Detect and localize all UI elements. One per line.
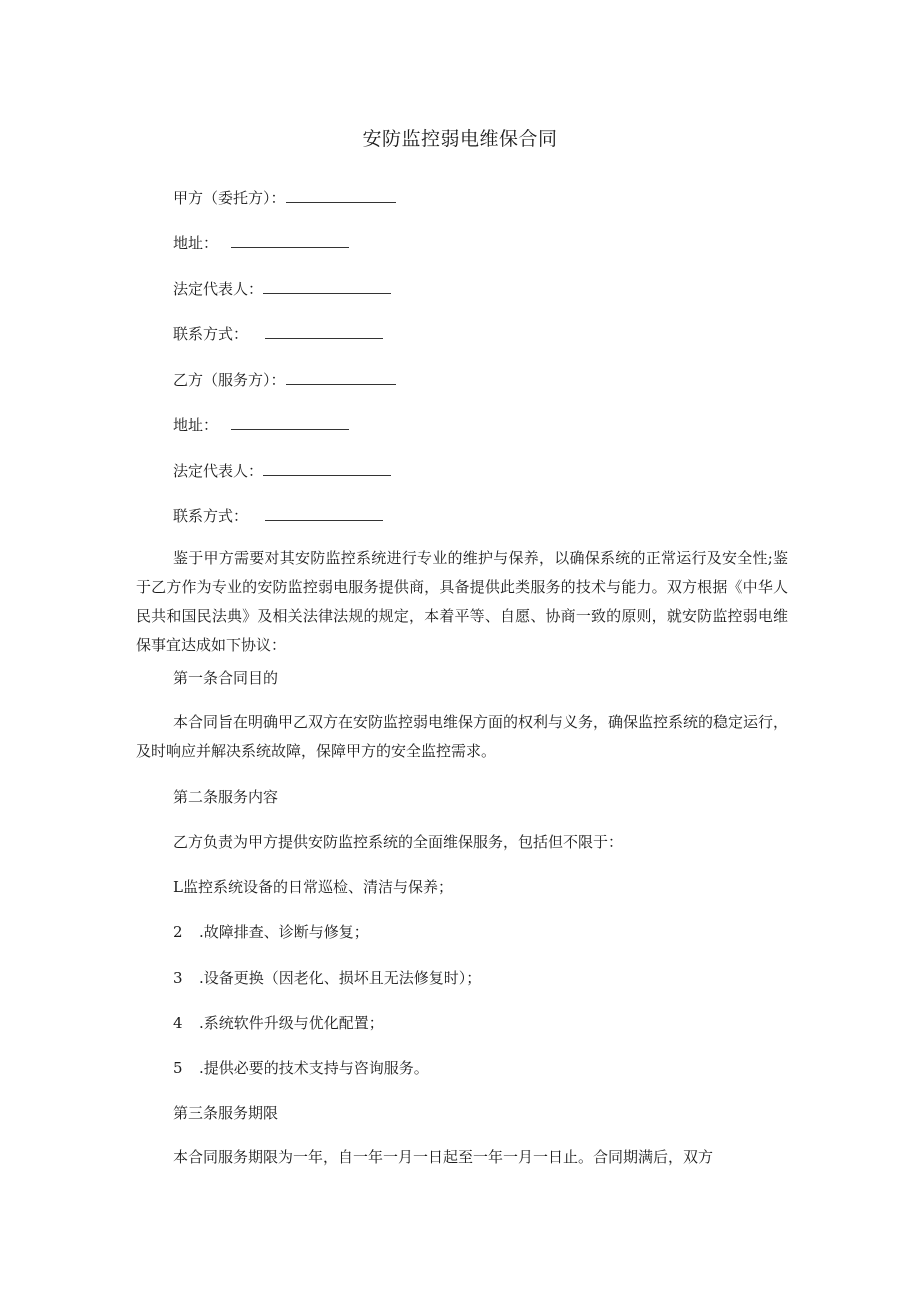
preamble-paragraph: 鉴于甲方需要对其安防监控系统进行专业的维护与保养，以确保系统的正常运行及安全性;鉴于乙方作为专业的安防监控弱电服务提供商，具备提供此类服务的技术与能力。双方根据《中华人民共和国民法典》及相关法律法规的规定，本着平等、自愿、协商一致的原则，就安防监控弱电维保事宜达成如下协议： — [136, 549, 788, 654]
party-b-contact-label: 联系方式： — [173, 507, 249, 525]
service-item-2 — [173, 921, 369, 943]
party-a-blank — [286, 188, 396, 203]
service-item-5-number: 5 — [173, 1059, 183, 1077]
party-a-contact-line — [173, 323, 383, 345]
service-item-2-text: .故障排查、诊断与修复； — [199, 923, 369, 941]
service-item-3 — [173, 967, 481, 989]
document-title: 安防监控弱电维保合同 — [362, 128, 558, 150]
party-a-address-label: 地址： — [173, 234, 219, 252]
party-a-rep-blank — [263, 279, 391, 294]
article3-heading: 第三条服务期限 — [173, 1104, 279, 1122]
party-a-label: 甲方（委托方）： — [173, 189, 286, 207]
party-b-rep-line — [173, 460, 391, 482]
party-b-blank — [286, 370, 396, 385]
party-a-address-blank — [231, 233, 349, 248]
article1-body: 本合同旨在明确甲乙双方在安防监控弱电维保方面的权利与义务，确保监控系统的稳定运行，及时响应并解决系统故障，保障甲方的安全监控需求。 — [136, 713, 789, 760]
party-a-rep-line — [173, 278, 391, 300]
party-b-address-label: 地址： — [173, 416, 219, 434]
party-a-contact-label: 联系方式： — [173, 325, 249, 343]
service-item-4 — [173, 1012, 384, 1034]
service-item-5-text: .提供必要的技术支持与咨询服务。 — [199, 1059, 429, 1077]
service-item-2-number: 2 — [173, 923, 183, 941]
article2-intro: 乙方负责为甲方提供安防监控系统的全面维保服务，包括但不限于： — [173, 833, 624, 851]
party-b-address-blank — [231, 415, 349, 430]
party-a-line — [173, 187, 396, 209]
party-b-rep-blank — [263, 461, 391, 476]
service-item-5 — [173, 1057, 429, 1079]
party-a-rep-label: 法定代表人： — [173, 280, 264, 298]
party-b-contact-line — [173, 505, 383, 527]
article2-heading: 第二条服务内容 — [173, 788, 279, 806]
party-b-contact-blank — [265, 506, 383, 521]
party-b-address-line — [173, 414, 349, 436]
service-item-4-number: 4 — [173, 1014, 183, 1032]
party-b-rep-label: 法定代表人： — [173, 462, 264, 480]
service-item-3-text: .设备更换（因老化、损坏且无法修复时）； — [199, 969, 482, 987]
party-a-address-line — [173, 232, 349, 254]
party-b-line — [173, 369, 396, 391]
party-b-label: 乙方（服务方）： — [173, 371, 286, 389]
party-a-contact-blank — [265, 324, 383, 339]
service-item-1: L监控系统设备的日常巡检、清洁与保养； — [173, 878, 453, 896]
article3-body: 本合同服务期限为一年，自一年一月一日起至一年一月一日止。合同期满后，双方 — [173, 1148, 714, 1166]
service-item-4-text: .系统软件升级与优化配置； — [199, 1014, 384, 1032]
article1-heading: 第一条合同目的 — [173, 669, 279, 687]
service-item-3-number: 3 — [173, 969, 183, 987]
